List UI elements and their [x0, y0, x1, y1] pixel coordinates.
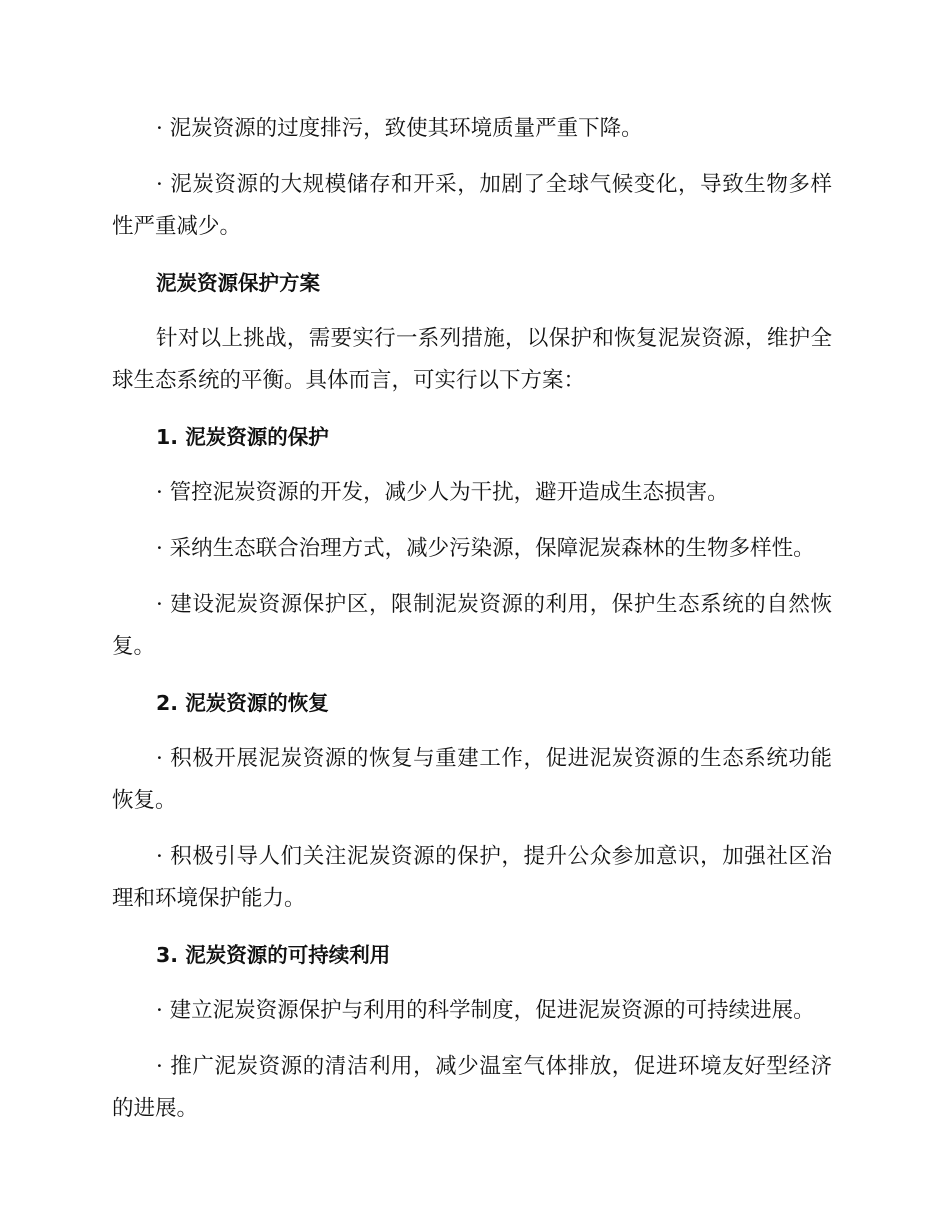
subsection-heading: 2. 泥炭资源的恢复 — [156, 691, 329, 715]
subsection-heading: 3. 泥炭资源的可持续利用 — [156, 943, 391, 967]
subsection-heading: 1. 泥炭资源的保护 — [156, 425, 329, 449]
body-paragraph: 针对以上挑战，需要实行一系列措施，以保护和恢复泥炭资源，维护全球生态系统的平衡。具体而言，可实行以下方案： — [112, 326, 832, 393]
bullet-paragraph: · 泥炭资源的过度排污，致使其环境质量严重下降。 — [156, 116, 643, 141]
bullet-paragraph: · 推广泥炭资源的清洁利用，减少温室气体排放，促进环境友好型经济的进展。 — [112, 1054, 832, 1121]
section-heading: 泥炭资源保护方案 — [156, 271, 320, 295]
bullet-paragraph: · 管控泥炭资源的开发，减少人为干扰，避开造成生态损害。 — [156, 480, 729, 505]
bullet-paragraph: · 泥炭资源的大规模储存和开采，加剧了全球气候变化，导致生物多样性严重减少。 — [112, 172, 832, 239]
bullet-paragraph: · 积极引导人们关注泥炭资源的保护，提升公众参加意识，加强社区治理和环境保护能力。 — [112, 844, 832, 911]
bullet-paragraph: · 积极开展泥炭资源的恢复与重建工作，促进泥炭资源的生态系统功能恢复。 — [112, 746, 832, 813]
document-body — [112, 108, 832, 1130]
bullet-paragraph: · 建立泥炭资源保护与利用的科学制度，促进泥炭资源的可持续进展。 — [156, 998, 815, 1023]
bullet-paragraph: · 建设泥炭资源保护区，限制泥炭资源的利用，保护生态系统的自然恢复。 — [112, 592, 832, 659]
bullet-paragraph: · 采纳生态联合治理方式，减少污染源，保障泥炭森林的生物多样性。 — [156, 536, 815, 561]
